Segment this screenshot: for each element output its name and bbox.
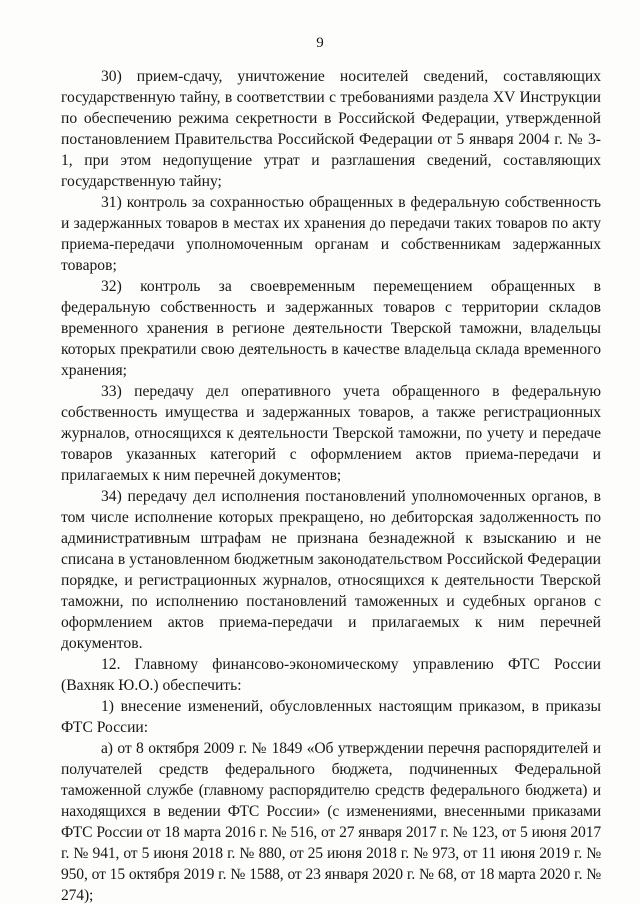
paragraph-item-34: 34) передачу дел исполнения постановлений уполномоченных органов, в том числе исполнение которых прекращено, но дебиторская задолженность по административным штрафам не признана безнадежной к взысканию и не списана в установленном бюджетным законодательством Российской Федерации порядке, и регистрационных журналов, относящихся к деятельности Тверской таможни, по исполнению постановлений таможенных и судебных органов с оформлением актов приема-передачи и прилагаемых к ним перечней документов. (61, 488, 601, 652)
paragraph-item-32: 32) контроль за своевременным перемещением обращенных в федеральную собственность и задержанных товаров с территории складов временного хранения в регионе деятельности Тверской таможни, владельцы которых прекратили свою деятельность в качестве владельца склада временного хранения; (61, 278, 601, 379)
page-number: 9 (316, 35, 324, 51)
paragraph-section-12: 12. Главному финансово-экономическому управлению ФТС России (Вахняк Ю.О.) обеспечить: (61, 656, 601, 694)
document-body (61, 66, 601, 906)
paragraph-item-31: 31) контроль за сохранностью обращенных в федеральную собственность и задержанных товаров в местах их хранения до передачи таких товаров по акту приема-передачи уполномоченным органам и собственникам задержанных товаров; (61, 194, 601, 274)
paragraph-item-33: 33) передачу дел оперативного учета обращенного в федеральную собственность имущества и задержанных товаров, а также регистрационных журналов, относящихся к деятельности Тверской таможни, по учету и передаче товаров указанных категорий с оформлением актов приема-передачи и прилагаемых к ним перечней документов; (61, 383, 601, 484)
paragraph-subitem-a: а) от 8 октября 2009 г. № 1849 «Об утверждении перечня распорядителей и получателей средств федерального бюджета, подчиненных Федеральной таможенной службе (главному распорядителю средств федерального бюджета) и находящихся в ведении ФТС России» (с изменениями, внесенными приказами ФТС России от 18 марта 2016 г. № 516, от 27 января 2017 г. № 123, от 5 июня 2017 г. № 941, от 5 июня 2018 г. № 880, от 25 июня 2018 г. № 973, от 11 июня 2019 г. № 950, от 15 октября 2019 г. № 1588, от 23 января 2020 г. № 68, от 18 марта 2020 г. № 274); (61, 740, 601, 904)
paragraph-subitem-1: 1) внесение изменений, обусловленных настоящим приказом, в приказы ФТС России: (61, 698, 601, 736)
paragraph-item-30: 30) прием-сдачу, уничтожение носителей сведений, составляющих государственную тайну, в соответствии с требованиями раздела XV Инструкции по обеспечению режима секретности в Российской Федерации, утвержденной постановлением Правительства Российской Федерации от 5 января 2004 г. № 3-1, при этом недопущение утрат и разглашения сведений, составляющих государственную тайну; (61, 68, 601, 190)
